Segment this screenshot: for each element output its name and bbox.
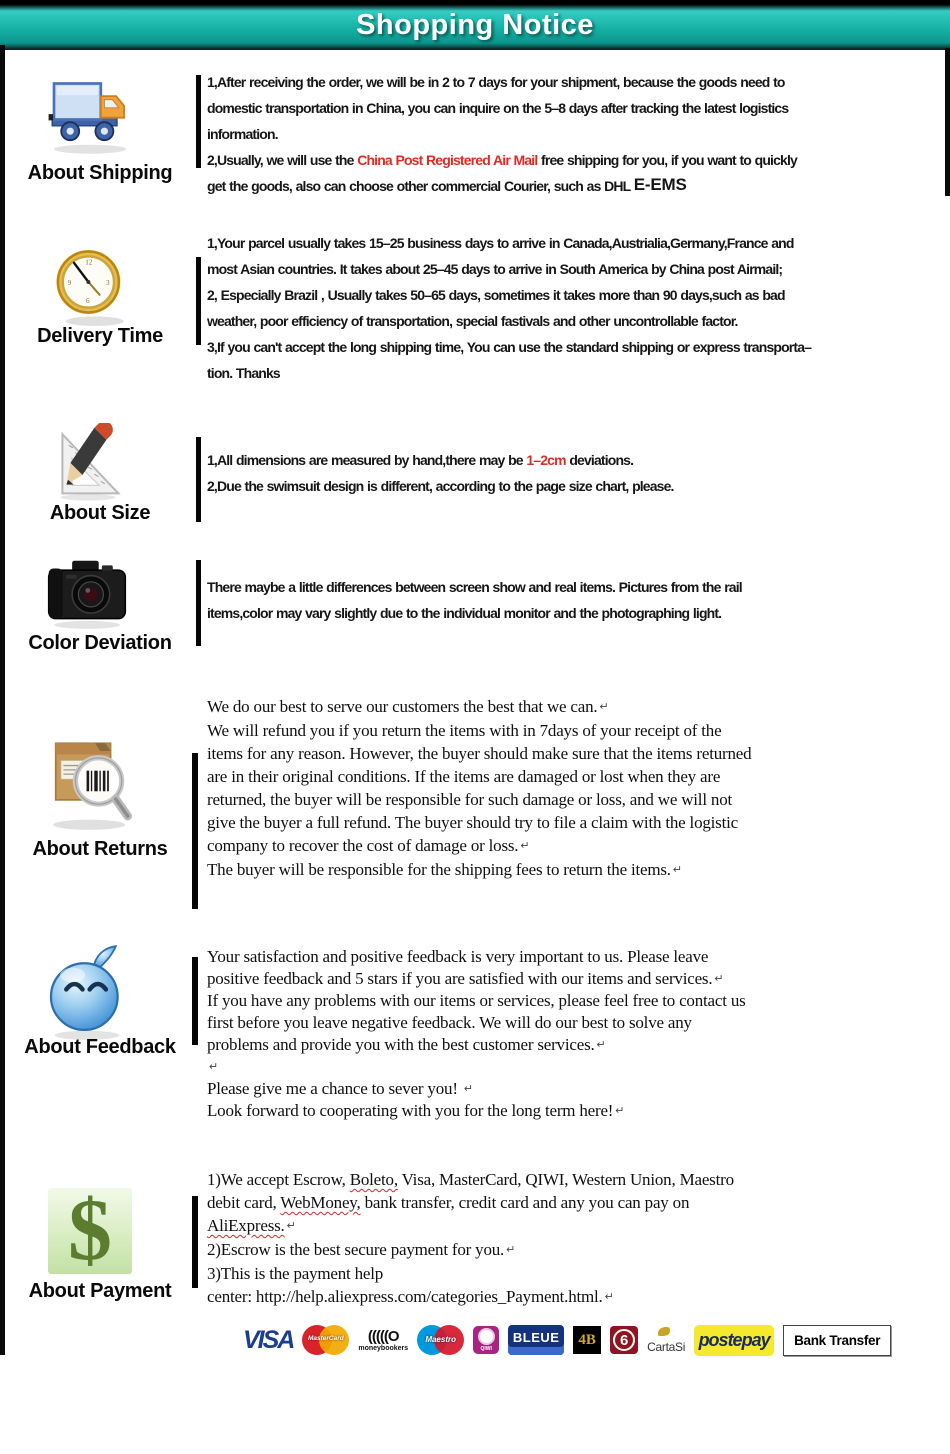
text-line: items,color may vary slightly due to the individual monitor and the photographing light. <box>207 605 722 621</box>
text-line: Look forward to cooperating with you for the long term here! ↵ <box>207 1101 625 1120</box>
svg-text:6: 6 <box>86 296 90 305</box>
ruler-pencil-icon <box>48 423 128 508</box>
text-line: 1,Your parcel usually takes 15–25 business days to arrive in Canada,Austrialia,Germany,France and <box>207 235 794 251</box>
about-size-text <box>207 447 950 499</box>
about-shipping-text <box>207 69 950 199</box>
euro6000-logo: 6 <box>610 1326 638 1354</box>
text-line: 2,Due the swimsuit design is different, according to the page size chart, please. <box>207 478 674 494</box>
cartasi-logo: CartaSi <box>647 1327 685 1353</box>
color-deviation-text <box>207 574 950 626</box>
section-label-about-returns: About Returns <box>32 838 168 860</box>
delivery-time-text <box>207 230 950 386</box>
svg-text:3: 3 <box>106 279 110 288</box>
clock-icon <box>50 245 130 332</box>
moneybookers-logo: (((((O moneybookers <box>358 1327 409 1352</box>
text-line: company to recover the cost of damage or loss. ↵ <box>207 836 530 855</box>
text-line: 2, Especially Brazil , Usually takes 50–65 days, sometimes it takes more than 90 days,such as bad <box>207 287 785 303</box>
section-divider-bar <box>192 753 198 909</box>
page-left-border <box>0 45 5 1355</box>
section-label-about-payment: About Payment <box>28 1280 172 1302</box>
section-divider-bar <box>196 560 201 646</box>
text-line: center: http://help.aliexpress.com/categories_Payment.html. ↵ <box>207 1287 614 1306</box>
text-line: 2)Escrow is the best secure payment for you. ↵ <box>207 1240 516 1259</box>
header-banner <box>0 0 950 50</box>
text-line: 1,All dimensions are measured by hand,there may be 1–2cm deviations. <box>207 452 634 468</box>
text-line: most Asian countries. It takes about 25–45 days to arrive in South America by China post Airmail; <box>207 261 783 277</box>
cartasi-bird-icon <box>658 1327 674 1339</box>
text-line: problems and provide you with the best customer services. ↵ <box>207 1035 606 1054</box>
text-line: 2,Usually, we will use the China Post Registered Air Mail free shipping for you, if you want to quickly <box>207 152 797 168</box>
bank-transfer-logo: Bank Transfer <box>783 1325 891 1356</box>
about-feedback-text <box>207 946 950 1122</box>
section-divider-bar <box>196 257 201 345</box>
text-line: information. <box>207 126 278 142</box>
text-line: We do our best to serve our customers the best that we can. ↵ <box>207 697 609 716</box>
about-payment-text <box>207 1168 950 1309</box>
section-label-about-feedback: About Feedback <box>24 1036 176 1058</box>
mastercard-logo: MasterCard <box>302 1325 349 1355</box>
text-line: 3,If you can't accept the long shipping time, You can use the standard shipping or express transporta– <box>207 339 812 355</box>
section-label-about-shipping: About Shipping <box>27 162 173 184</box>
text-line: give the buyer a full refund. The buyer should try to file a claim with the logistic <box>207 813 738 832</box>
page-title: Shopping Notice <box>356 8 594 41</box>
text-line: AliExpress. ↵ <box>207 1216 296 1235</box>
truck-icon <box>45 74 135 161</box>
text-line: ↵ <box>209 1061 219 1073</box>
about-returns-text <box>207 695 950 882</box>
postepay-logo: postepay <box>694 1325 774 1356</box>
section-label-delivery-time: Delivery Time <box>37 325 163 347</box>
text-line: debit card, WebMoney, bank transfer, credit card and any you can pay on <box>207 1193 690 1212</box>
text-line: weather, poor efficiency of transportation, special fastivals and other uncontrollable factor. <box>207 313 738 329</box>
text-line: tion. Thanks <box>207 365 280 381</box>
text-line: items for any reason. However, the buyer should make sure that the items returned <box>207 744 752 763</box>
text-line: There maybe a little differences between screen show and real items. Pictures from the rail <box>207 579 742 595</box>
section-label-about-size: About Size <box>49 502 151 524</box>
4b-logo: 4B <box>573 1326 601 1354</box>
section-label-color-deviation: Color Deviation <box>28 632 172 654</box>
section-divider-bar <box>196 437 201 522</box>
maestro-logo: Maestro <box>417 1325 464 1355</box>
visa-logo: VISA <box>243 1325 294 1354</box>
camera-icon <box>44 554 130 635</box>
chat-bubble-smiley-icon <box>42 944 132 1047</box>
svg-text:12: 12 <box>85 258 93 267</box>
text-line: The buyer will be responsible for the shipping fees to return the items. ↵ <box>207 860 683 879</box>
package-magnifier-icon <box>42 728 138 839</box>
text-line: Please give me a chance to sever you! ↵ <box>207 1079 474 1098</box>
text-line: 3)This is the payment help <box>207 1264 384 1283</box>
text-line: If you have any problems with our items or services, please feel free to contact us <box>207 991 746 1010</box>
qiwi-logo: QIWI <box>473 1326 499 1354</box>
text-line: positive feedback and 5 stars if you are satisfied with our items and services. ↵ <box>207 969 724 988</box>
svg-text:9: 9 <box>67 279 72 288</box>
section-divider-bar <box>192 957 198 1045</box>
section-divider-bar <box>196 75 201 168</box>
text-line: get the goods, also can choose other commercial Courier, such as DHL E-EMS <box>207 175 687 194</box>
text-line: returned, the buyer will be responsible for such damage or loss, and we will not <box>207 790 733 809</box>
section-divider-bar <box>192 1196 198 1288</box>
text-line: 1,After receiving the order, we will be in 2 to 7 days for your shipment, because the goods need to <box>207 74 785 90</box>
text-line: 1)We accept Escrow, Boleto, Visa, MasterCard, QIWI, Western Union, Maestro <box>207 1170 734 1189</box>
dollar-sign-icon: $ <box>48 1188 132 1274</box>
carte-bleue-logo: BLEUE <box>508 1325 564 1355</box>
text-line: Your satisfaction and positive feedback is very important to us. Please leave <box>207 947 709 966</box>
text-line: are in their original conditions. If the items are damaged or lost when they are <box>207 767 721 786</box>
text-line: domestic transportation in China, you can inquire on the 5–8 days after tracking the latest logistics <box>207 100 789 116</box>
payment-logos-row <box>243 1322 891 1358</box>
text-line: We will refund you if you return the items with in 7days of your receipt of the <box>207 721 722 740</box>
text-line: first before you leave negative feedback. We will do our best to solve any <box>207 1013 692 1032</box>
